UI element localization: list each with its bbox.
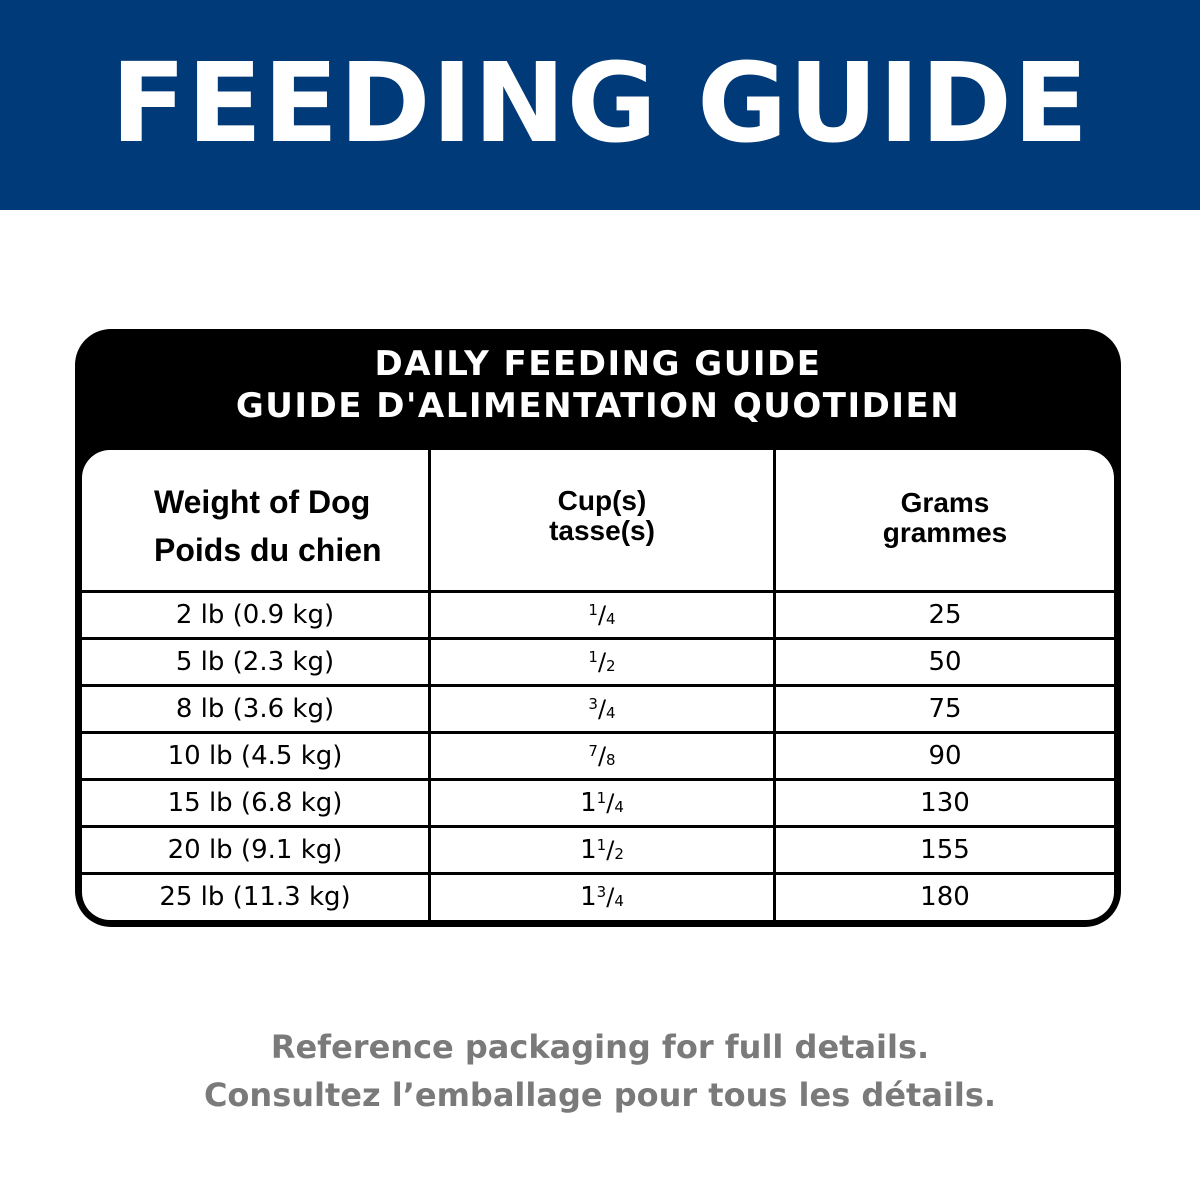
cups-whole: 1: [580, 882, 597, 912]
fraction-slash: /: [606, 836, 615, 864]
fraction-slash: /: [597, 601, 607, 629]
feeding-guide-card: [75, 329, 1121, 927]
cups-denominator: 8: [606, 751, 616, 769]
table-cell-weight: 10 lb (4.5 kg): [167, 741, 343, 771]
table-cell-grams: 180: [920, 882, 970, 912]
table-cell-weight: 2 lb (0.9 kg): [175, 600, 335, 630]
column-header-weight: [82, 450, 428, 590]
column-header-cups: [431, 450, 773, 590]
column-header-weight-en: Weight of Dog: [154, 484, 371, 520]
table-cell-cups: [431, 734, 773, 778]
feeding-table: [82, 450, 1114, 920]
table-cell-cups: [431, 593, 773, 637]
table-cell-cups: [431, 687, 773, 731]
column-header-cups-fr: tasse(s): [549, 515, 655, 546]
column-header-grams-en: Grams: [900, 487, 990, 518]
cups-numerator: 1: [588, 648, 598, 666]
cups-numerator: 3: [588, 695, 598, 713]
table-cell-grams: 50: [928, 647, 962, 677]
fraction-slash: /: [606, 789, 615, 817]
column-header-weight-fr: Poids du chien: [154, 532, 382, 568]
cups-numerator: 7: [588, 742, 598, 760]
footer-note-en: Reference packaging for full details.: [270, 1028, 930, 1066]
column-header-grams: [776, 450, 1114, 590]
footer-note-fr: Consultez l’emballage pour tous les détails.: [203, 1076, 997, 1114]
card-title-en: DAILY FEEDING GUIDE: [374, 344, 822, 384]
cups-whole: 1: [580, 835, 597, 865]
cups-numerator: 3: [596, 883, 607, 901]
fraction-slash: /: [597, 742, 607, 770]
table-cell-grams: 155: [920, 835, 970, 865]
column-header-cups-en: Cup(s): [557, 485, 647, 516]
page-title: FEEDING GUIDE: [110, 39, 1090, 167]
cups-denominator: 4: [614, 798, 624, 816]
table-cell-cups: [431, 781, 773, 825]
cups-numerator: 1: [596, 836, 607, 854]
table-cell-grams: 130: [920, 788, 970, 818]
table-cell-grams: 25: [928, 600, 962, 630]
table-cell-cups: [431, 875, 773, 919]
cups-denominator: 2: [606, 657, 616, 675]
fraction-slash: /: [606, 883, 615, 911]
cups-denominator: 4: [614, 892, 624, 910]
card-title: [75, 343, 1121, 427]
table-cell-cups: [431, 640, 773, 684]
table-cell-weight: 5 lb (2.3 kg): [175, 647, 335, 677]
table-cell-weight: 20 lb (9.1 kg): [167, 835, 343, 865]
table-cell-weight: 25 lb (11.3 kg): [159, 882, 351, 912]
cups-whole: 1: [580, 788, 597, 818]
cups-numerator: 1: [588, 601, 598, 619]
fraction-slash: /: [597, 695, 607, 723]
table-cell-grams: 90: [928, 741, 962, 771]
header-banner: [0, 0, 1200, 210]
fraction-slash: /: [597, 648, 607, 676]
table-cell-grams: 75: [928, 694, 962, 724]
table-cell-weight: 8 lb (3.6 kg): [175, 694, 335, 724]
cups-denominator: 2: [614, 845, 624, 863]
cups-numerator: 1: [596, 789, 607, 807]
card-title-fr: GUIDE D'ALIMENTATION QUOTIDIEN: [235, 386, 961, 426]
table-cell-weight: 15 lb (6.8 kg): [167, 788, 343, 818]
cups-denominator: 4: [606, 610, 616, 628]
column-header-grams-fr: grammes: [882, 517, 1008, 548]
cups-denominator: 4: [606, 704, 616, 722]
table-cell-cups: [431, 828, 773, 872]
